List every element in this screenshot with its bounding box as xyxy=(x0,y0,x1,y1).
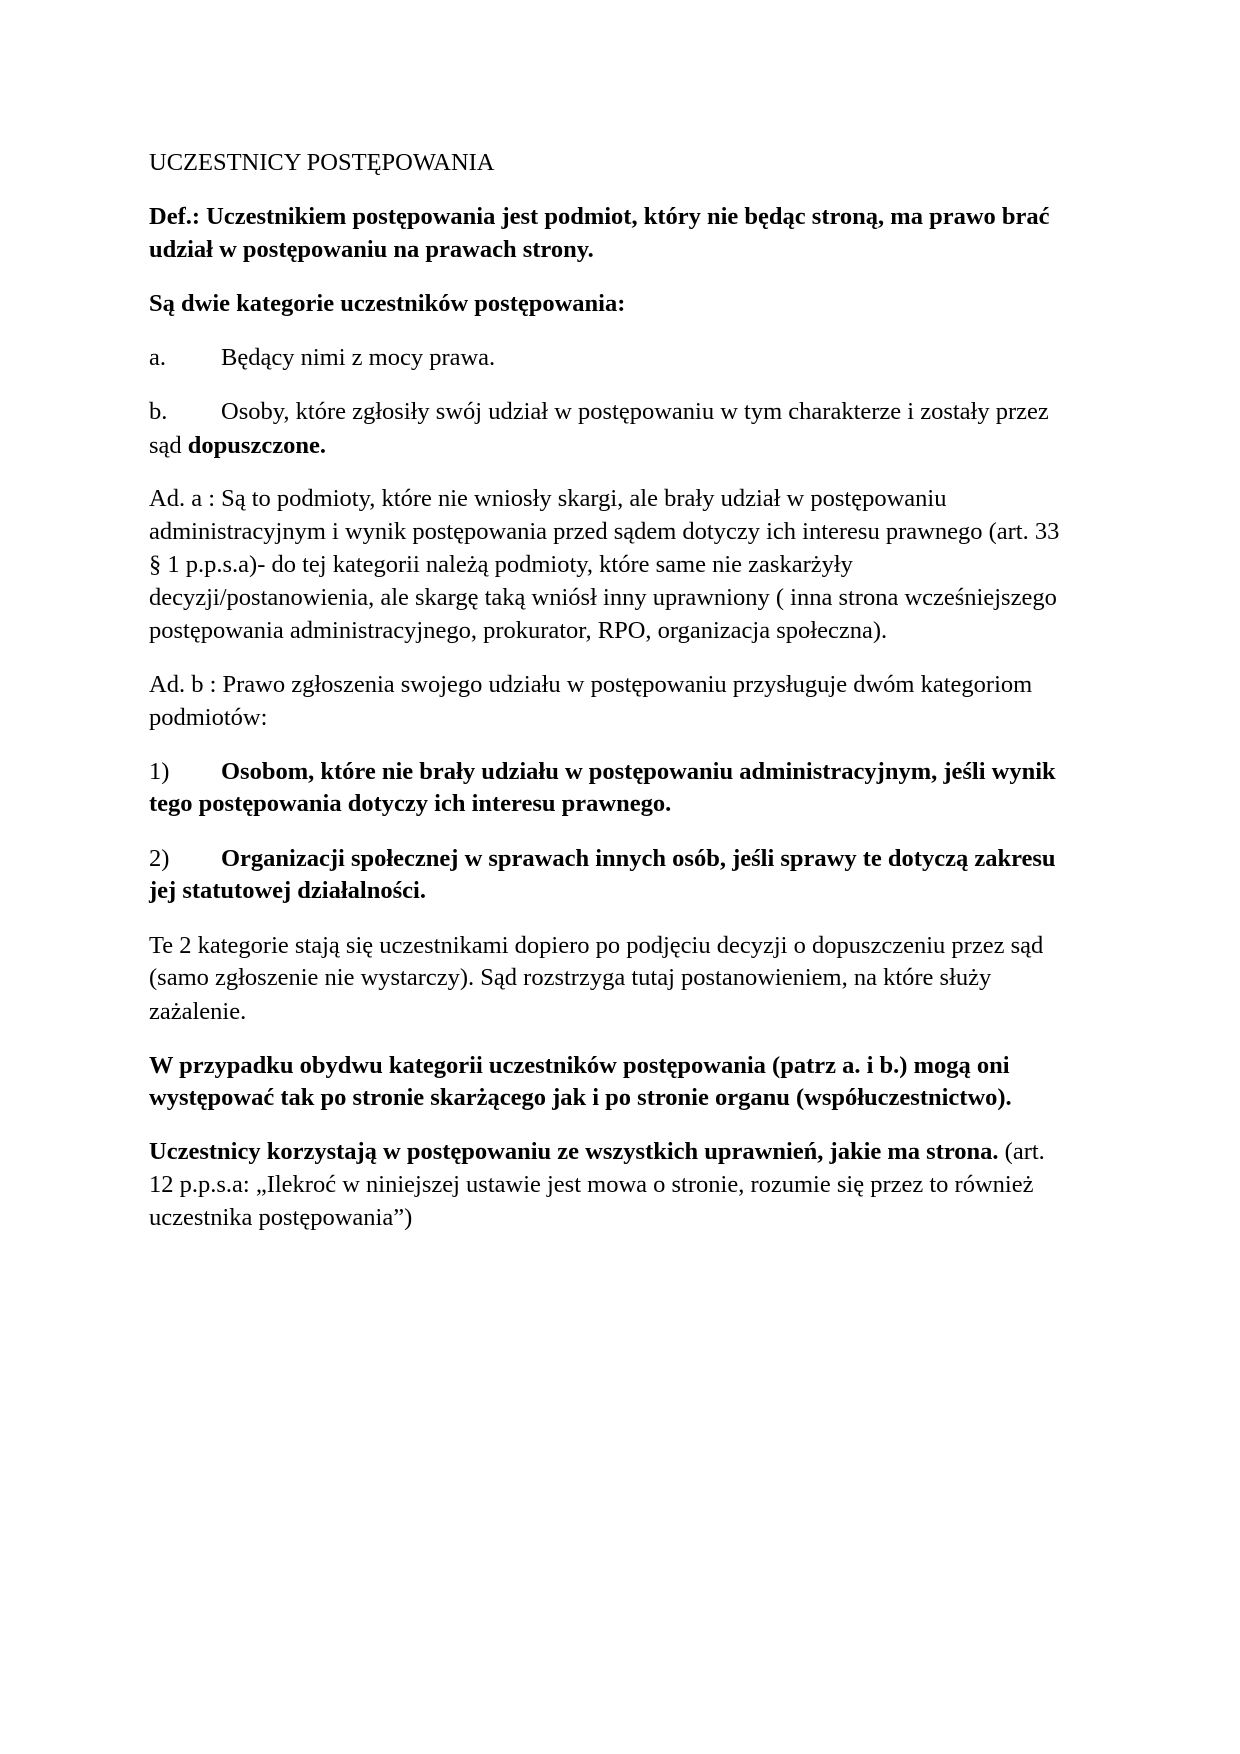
list-marker: 2) xyxy=(149,845,170,872)
text: Osoby, które zgłosiły swój udział w postępowaniu w tym charakterze i zostały przez xyxy=(221,398,1049,425)
list-marker: a. xyxy=(149,344,166,371)
text: podmiotów: xyxy=(149,704,268,731)
text-line xyxy=(149,929,1043,962)
text-line xyxy=(149,233,594,266)
text-line xyxy=(149,755,1056,788)
bold-text: Uczestnicy korzystają w postępowaniu ze wszystkich uprawnień, jakie ma strona. xyxy=(149,1138,999,1165)
bold-text: dopuszczone. xyxy=(187,432,326,459)
text-line xyxy=(149,341,495,374)
text-line xyxy=(149,1168,1033,1201)
text: Ad. b : Prawo zgłoszenia swojego udziału w postępowaniu przysługuje dwóm kategoriom xyxy=(149,671,1033,698)
text: UCZESTNICY POSTĘPOWANIA xyxy=(149,149,495,176)
text-line xyxy=(149,1081,1012,1114)
text: Te 2 kategorie stają się uczestnikami dopiero po podjęciu decyzji o dopuszczeniu przez sąd xyxy=(149,932,1044,959)
bold-text: Organizacji społecznej w sprawach innych osób, jeśli sprawy te dotyczą zakresu xyxy=(221,845,1056,872)
text-line xyxy=(149,395,1049,428)
text: administracyjnym i wynik postępowania przed sądem dotyczy ich interesu prawnego (art. 33 xyxy=(149,518,1060,545)
list-marker: b. xyxy=(149,398,168,425)
text-line xyxy=(149,1049,1010,1082)
list-marker: 1) xyxy=(149,758,170,785)
text-line xyxy=(149,668,1032,701)
text-line xyxy=(149,1201,412,1234)
text-line xyxy=(149,482,946,515)
text-line xyxy=(149,581,1057,614)
text-line xyxy=(149,1135,1045,1168)
text: (art. xyxy=(998,1138,1045,1165)
text: zażalenie. xyxy=(149,998,247,1025)
text: (samo zgłoszenie nie wystarczy). Sąd rozstrzyga tutaj postanowieniem, na które służy xyxy=(149,964,992,991)
bold-text: udział w postępowaniu na prawach strony. xyxy=(149,236,594,263)
text-line xyxy=(149,146,495,179)
text-line xyxy=(149,287,625,320)
text: sąd xyxy=(149,432,188,459)
text: postępowania administracyjnego, prokurator, RPO, organizacja społeczna). xyxy=(149,617,888,644)
text: Będący nimi z mocy prawa. xyxy=(221,344,496,371)
text-line xyxy=(149,961,991,994)
text-line xyxy=(149,787,671,820)
bold-text: występować tak po stronie skarżącego jak i po stronie organu (współuczestnictwo). xyxy=(149,1084,1012,1111)
text: Ad. a : Są to podmioty, które nie wniosły skargi, ale brały udział w postępowaniu xyxy=(149,485,947,512)
text: uczestnika postępowania”) xyxy=(149,1204,413,1231)
bold-text: Są dwie kategorie uczestników postępowania: xyxy=(149,290,626,317)
text-line xyxy=(149,515,1059,548)
text: 12 p.p.s.a: „Ilekroć w niniejszej ustawie jest mowa o stronie, rozumie się przez to również xyxy=(149,1171,1034,1198)
text-line xyxy=(149,701,267,734)
bold-text: W przypadku obydwu kategorii uczestników postępowania (patrz a. i b.) mogą oni xyxy=(149,1052,1010,1079)
text-line xyxy=(149,995,246,1028)
text-line xyxy=(149,842,1056,875)
bold-text: jej statutowej działalności. xyxy=(149,877,426,904)
bold-text: tego postępowania dotyczy ich interesu prawnego. xyxy=(149,790,672,817)
text-line xyxy=(149,429,326,462)
text-line xyxy=(149,874,426,907)
text: § 1 p.p.s.a)- do tej kategorii należą podmioty, które same nie zaskarżyły xyxy=(149,551,853,578)
text-line xyxy=(149,200,1050,233)
text-line xyxy=(149,548,853,581)
text: decyzji/postanowienia, ale skargę taką wniósł inny uprawniony ( inna strona wcześniejszego xyxy=(149,584,1057,611)
text-line xyxy=(149,614,887,647)
bold-text: Def.: Uczestnikiem postępowania jest podmiot, który nie będąc stroną, ma prawo brać xyxy=(149,203,1050,230)
bold-text: Osobom, które nie brały udziału w postępowaniu administracyjnym, jeśli wynik xyxy=(221,758,1056,785)
